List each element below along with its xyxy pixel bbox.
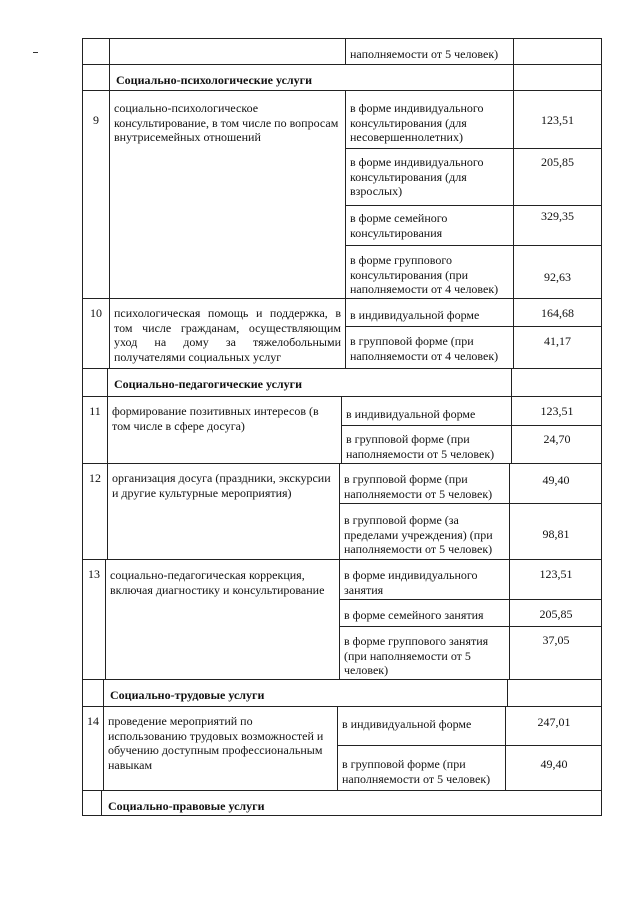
service-form-cell: в индивидуальной форме: [350, 308, 480, 322]
grid-line: [109, 38, 110, 64]
row-number: 9: [93, 113, 99, 127]
section-title: Социально-правовые услуги: [108, 799, 265, 813]
service-price: 123,51: [541, 113, 574, 127]
service-price: 49,40: [540, 757, 568, 771]
table-border-top: [82, 38, 602, 39]
grid-line: [82, 790, 602, 791]
service-form-cell: в групповой форме (при наполняемости от 5 человек): [346, 432, 495, 461]
service-name: формирование позитивных интересов (в том числе в сфере досуга): [112, 404, 319, 433]
service-form-cell: в групповой форме (за пределами учреждения) (при наполняемости от 5 человек): [344, 513, 493, 556]
row-number: 10: [90, 306, 102, 320]
service-form-cell: в групповой форме (при наполняемости от 4 человек): [350, 334, 499, 363]
grid-line: [107, 368, 108, 396]
row-number: 14: [87, 714, 99, 728]
table-border-left: [82, 38, 83, 816]
service-price: 98,81: [542, 527, 570, 541]
service-price: 247,01: [537, 715, 571, 729]
service-price: 205,85: [541, 155, 574, 169]
grid-line: [513, 38, 514, 64]
service-price: 164,68: [541, 306, 574, 320]
service-name: проведение мероприятий по использованию трудовых возможностей и обучению доступным профессиональным навыкам: [108, 714, 324, 772]
grid-line: [101, 790, 102, 816]
service-name: социально-психологическое консультирование, в том числе по вопросам внутрисемейных отношений: [114, 101, 339, 144]
section-title: Социально-педагогические услуги: [114, 377, 303, 391]
grid-line: [82, 64, 602, 65]
service-price: 123,51: [540, 404, 574, 418]
service-form-cell: в форме индивидуального консультирования (для взрослых): [350, 155, 484, 198]
service-price: 205,85: [539, 607, 573, 621]
service-form-cell: в форме индивидуального занятия: [344, 568, 478, 597]
service-form-cell: в форме группового консультирования (при наполняемости от 4 человек): [350, 253, 499, 296]
row-number: 12: [89, 471, 101, 485]
service-price: 123,51: [539, 567, 573, 581]
service-form-cell: в групповой форме (при наполняемости от 5 человек): [342, 757, 491, 786]
service-price: 41,17: [544, 334, 571, 348]
grid-line: [82, 368, 602, 369]
scan-mark: [33, 52, 38, 53]
service-form-cell: в форме индивидуального консультирования (для несовершеннолетних): [350, 101, 484, 144]
section-title: Социально-трудовые услуги: [110, 688, 265, 702]
service-form-cell: в форме группового занятия (при наполняемости от 5 человек): [344, 634, 489, 677]
grid-line: [109, 64, 110, 90]
service-name: психологическая помощь и поддержка, в том числе гражданам, осуществляющим уход на дому за тяжелобольными получателями социальных услуг: [114, 306, 341, 364]
service-price: 329,35: [541, 209, 574, 223]
row-number: 11: [89, 404, 101, 418]
service-price: 92,63: [544, 270, 571, 284]
section-title: Социально-психологические услуги: [116, 73, 312, 87]
service-name: социально-педагогическая коррекция, включая диагностику и консультирование: [110, 568, 325, 597]
service-price: 49,40: [542, 473, 570, 487]
service-price: 24,70: [543, 432, 571, 446]
service-form-cell: в групповой форме (при наполняемости от 5 человек): [344, 472, 493, 501]
service-form-cell: в индивидуальной форме: [346, 407, 476, 421]
service-form-cell: наполняемости от 5 человек): [350, 47, 499, 61]
grid-line: [345, 245, 602, 246]
service-form-cell: в индивидуальной форме: [342, 717, 472, 731]
grid-line: [103, 679, 104, 706]
service-price: 37,05: [542, 633, 570, 647]
row-number: 13: [88, 567, 100, 581]
service-form-cell: в форме семейного занятия: [344, 608, 484, 622]
grid-line: [513, 64, 514, 90]
service-name: организация досуга (праздники, экскурсии и другие культурные мероприятия): [112, 471, 331, 500]
service-form-cell: в форме семейного консультирования: [350, 211, 448, 240]
